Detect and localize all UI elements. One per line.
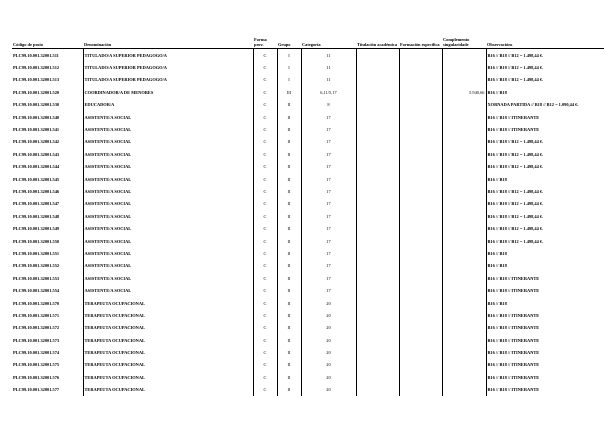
cell-denominacion: ASISTENTE/A SOCIAL: [83, 111, 253, 123]
cell-complemento: [442, 61, 486, 73]
table-row: [12, 74, 604, 86]
cell-categoria: 20: [301, 359, 356, 371]
cell-categoria: 17: [301, 123, 356, 135]
table-row: [12, 284, 604, 296]
cell-categoria: 11: [301, 61, 356, 73]
cell-complemento: [442, 247, 486, 259]
cell-forma: C: [253, 148, 277, 160]
header-complemento: Complemento singularidade: [442, 35, 486, 49]
cell-categoria: 20: [301, 334, 356, 346]
cell-grupo: II: [277, 136, 301, 148]
cell-codigo: PLC99.10.001.32001.552: [13, 263, 60, 269]
cell-forma: C: [253, 222, 277, 234]
cell-formacion: [399, 247, 442, 259]
cell-observacions: B16 // B18: [486, 86, 604, 98]
cell-titulacion: [356, 346, 399, 358]
cell-titulacion: [356, 210, 399, 222]
cell-complemento: [442, 297, 486, 309]
cell-categoria: 17: [301, 272, 356, 284]
cell-denominacion: ASISTENTE/A SOCIAL: [83, 247, 253, 259]
cell-categoria: 6,11/5,17: [301, 86, 356, 98]
table-row: [12, 148, 604, 160]
cell-denominacion: ASISTENTE/A SOCIAL: [83, 173, 253, 185]
header-forma: Forma prov.: [253, 35, 277, 49]
cell-categoria: 17: [301, 260, 356, 272]
cell-categoria: 17: [301, 136, 356, 148]
cell-complemento: [442, 161, 486, 173]
cell-complemento: [442, 235, 486, 247]
cell-denominacion: TITULADO/A SUPERIOR PEDAGOGO/A: [83, 49, 253, 62]
cell-complemento: [442, 99, 486, 111]
cell-titulacion: [356, 284, 399, 296]
cell-categoria: 17: [301, 148, 356, 160]
table-row: [12, 297, 604, 309]
cell-formacion: [399, 371, 442, 383]
cell-formacion: [399, 99, 442, 111]
cell-codigo: PLC99.10.001.32001.544: [13, 164, 60, 170]
cell-denominacion: ASISTENTE/A SOCIAL: [83, 185, 253, 197]
cell-categoria: 20: [301, 384, 356, 396]
cell-forma: C: [253, 173, 277, 185]
cell-complemento: [442, 148, 486, 160]
cell-codigo: PLC99.10.001.32001.549: [13, 226, 60, 232]
cell-observacions: XORNADA PARTIDA // B18 // B12 = 1.090,44 €.: [486, 99, 604, 111]
cell-denominacion: TITULADO/A SUPERIOR PEDAGOGO/A: [83, 74, 253, 86]
table-row: [12, 49, 604, 62]
cell-denominacion: TERAPEUTA OCUPACIONAL: [83, 334, 253, 346]
cell-formacion: [399, 309, 442, 321]
cell-forma: C: [253, 272, 277, 284]
cell-denominacion: TERAPEUTA OCUPACIONAL: [83, 322, 253, 334]
cell-forma: C: [253, 185, 277, 197]
cell-categoria: 20: [301, 309, 356, 321]
cell-formacion: [399, 359, 442, 371]
cell-categoria: 17: [301, 247, 356, 259]
cell-forma: C: [253, 161, 277, 173]
cell-codigo: PLC99.10.001.32001.542: [13, 139, 60, 145]
cell-grupo: II: [277, 371, 301, 383]
cell-forma: C: [253, 322, 277, 334]
cell-observacions: B16 // B18 // ITINERANTE: [486, 346, 604, 358]
cell-observacions: B16 // B18 // ITINERANTE: [486, 371, 604, 383]
cell-denominacion: ASISTENTE/A SOCIAL: [83, 235, 253, 247]
cell-grupo: III: [277, 86, 301, 98]
cell-complemento: [442, 136, 486, 148]
cell-formacion: [399, 210, 442, 222]
table-row: [12, 260, 604, 272]
cell-grupo: II: [277, 359, 301, 371]
cell-denominacion: TERAPEUTA OCUPACIONAL: [83, 309, 253, 321]
cell-codigo: PLC99.10.001.32001.574: [13, 350, 60, 356]
cell-grupo: II: [277, 111, 301, 123]
cell-titulacion: [356, 111, 399, 123]
cell-denominacion: TERAPEUTA OCUPACIONAL: [83, 384, 253, 396]
cell-categoria: 17: [301, 185, 356, 197]
cell-formacion: [399, 148, 442, 160]
table-row: [12, 371, 604, 383]
cell-observacions: B16 // B18 // ITINERANTE: [486, 309, 604, 321]
table-row: [12, 247, 604, 259]
cell-observacions: B16 // B18 // ITINERANTE: [486, 111, 604, 123]
cell-formacion: [399, 346, 442, 358]
cell-grupo: I: [277, 61, 301, 73]
cell-formacion: [399, 260, 442, 272]
cell-complemento: [442, 384, 486, 396]
cell-categoria: 20: [301, 346, 356, 358]
cell-titulacion: [356, 49, 399, 62]
cell-grupo: II: [277, 322, 301, 334]
cell-observacions: B16 // B18 // ITINERANTE: [486, 123, 604, 135]
cell-complemento: [442, 309, 486, 321]
cell-formacion: [399, 235, 442, 247]
cell-denominacion: ASISTENTE/A SOCIAL: [83, 260, 253, 272]
cell-complemento: [442, 284, 486, 296]
cell-categoria: 8: [301, 99, 356, 111]
cell-codigo: PLC99.10.001.32001.520: [13, 89, 60, 95]
cell-titulacion: [356, 123, 399, 135]
cell-titulacion: [356, 161, 399, 173]
table-row: [12, 334, 604, 346]
cell-categoria: 17: [301, 222, 356, 234]
cell-codigo: PLC99.10.001.32001.540: [13, 114, 60, 120]
cell-titulacion: [356, 309, 399, 321]
cell-observacions: B16 // B18 // B12 = 1.498,44 €.: [486, 148, 604, 160]
cell-codigo: PLC99.10.001.32001.543: [13, 151, 60, 157]
cell-titulacion: [356, 260, 399, 272]
cell-grupo: II: [277, 235, 301, 247]
cell-denominacion: ASISTENTE/A SOCIAL: [83, 198, 253, 210]
cell-denominacion: COORDINADOR/A DE MENORES: [83, 86, 253, 98]
cell-codigo: PLC99.10.001.32001.550: [13, 238, 60, 244]
header-codigo: Código de posto: [12, 35, 83, 49]
cell-formacion: [399, 198, 442, 210]
cell-formacion: [399, 272, 442, 284]
cell-codigo: PLC99.10.001.32001.546: [13, 188, 60, 194]
cell-categoria: 11: [301, 49, 356, 62]
cell-observacions: B16 // B18 // B12 = 1.498,44 €.: [486, 198, 604, 210]
cell-denominacion: ASISTENTE/A SOCIAL: [83, 210, 253, 222]
cell-titulacion: [356, 297, 399, 309]
cell-forma: C: [253, 371, 277, 383]
cell-titulacion: [356, 99, 399, 111]
cell-observacions: B16 // B18 // ITINERANTE: [486, 284, 604, 296]
table-row: [12, 210, 604, 222]
cell-forma: C: [253, 247, 277, 259]
cell-forma: C: [253, 123, 277, 135]
cell-titulacion: [356, 222, 399, 234]
cell-categoria: 17: [301, 235, 356, 247]
cell-titulacion: [356, 334, 399, 346]
cell-complemento: [442, 334, 486, 346]
cell-complemento: [442, 74, 486, 86]
cell-grupo: II: [277, 198, 301, 210]
table-row: [12, 198, 604, 210]
cell-complemento: [442, 49, 486, 62]
cell-codigo: PLC99.10.001.32001.511: [13, 52, 59, 58]
cell-forma: C: [253, 61, 277, 73]
cell-forma: C: [253, 384, 277, 396]
cell-formacion: [399, 322, 442, 334]
table-header-row: [12, 35, 604, 49]
table-body: [12, 49, 604, 396]
cell-observacions: B16 // B18 // B12 = 1.498,44 €.: [486, 136, 604, 148]
table-row: [12, 322, 604, 334]
table-row: [12, 99, 604, 111]
cell-categoria: 17: [301, 284, 356, 296]
cell-categoria: 20: [301, 297, 356, 309]
cell-categoria: 17: [301, 111, 356, 123]
cell-forma: C: [253, 334, 277, 346]
cell-grupo: II: [277, 272, 301, 284]
cell-observacions: B16 // B18 // ITINERANTE: [486, 359, 604, 371]
cell-forma: C: [253, 260, 277, 272]
cell-denominacion: ASISTENTE/A SOCIAL: [83, 272, 253, 284]
cell-formacion: [399, 297, 442, 309]
cell-complemento: [442, 260, 486, 272]
cell-formacion: [399, 384, 442, 396]
cell-observacions: B16 // B18: [486, 297, 604, 309]
cell-codigo: PLC99.10.001.32001.541: [13, 127, 60, 133]
cell-observacions: B16 // B18 // ITINERANTE: [486, 384, 604, 396]
table-row: [12, 173, 604, 185]
cell-codigo: PLC99.10.001.32001.573: [13, 337, 60, 343]
cell-forma: C: [253, 74, 277, 86]
cell-forma: C: [253, 309, 277, 321]
cell-grupo: II: [277, 260, 301, 272]
cell-denominacion: EDUCADOR/A: [83, 99, 253, 111]
cell-titulacion: [356, 136, 399, 148]
table-row: [12, 161, 604, 173]
cell-formacion: [399, 136, 442, 148]
table-row: [12, 346, 604, 358]
cell-grupo: II: [277, 247, 301, 259]
header-categoria: Categoría: [301, 35, 356, 49]
cell-categoria: 11: [301, 74, 356, 86]
header-denominacion: Denominación: [83, 35, 253, 49]
cell-forma: C: [253, 210, 277, 222]
table-row: [12, 309, 604, 321]
cell-titulacion: [356, 185, 399, 197]
cell-denominacion: TERAPEUTA OCUPACIONAL: [83, 371, 253, 383]
cell-grupo: II: [277, 148, 301, 160]
cell-codigo: PLC99.10.001.32001.553: [13, 275, 60, 281]
cell-categoria: 17: [301, 210, 356, 222]
table-row: [12, 123, 604, 135]
cell-denominacion: ASISTENTE/A SOCIAL: [83, 284, 253, 296]
cell-complemento: [442, 322, 486, 334]
cell-formacion: [399, 173, 442, 185]
cell-codigo: PLC99.10.001.32001.545: [13, 176, 60, 182]
cell-complemento: [442, 123, 486, 135]
cell-formacion: [399, 111, 442, 123]
cell-complemento: [442, 173, 486, 185]
cell-titulacion: [356, 74, 399, 86]
cell-grupo: II: [277, 309, 301, 321]
cell-grupo: II: [277, 99, 301, 111]
table-row: [12, 384, 604, 396]
cell-observacions: B16 // B18: [486, 260, 604, 272]
cell-codigo: PLC99.10.001.32001.513: [13, 77, 60, 83]
cell-titulacion: [356, 247, 399, 259]
cell-forma: C: [253, 49, 277, 62]
cell-complemento: [442, 272, 486, 284]
cell-codigo: PLC99.10.001.32001.554: [13, 288, 60, 294]
cell-titulacion: [356, 86, 399, 98]
table-row: [12, 185, 604, 197]
table-row: [12, 111, 604, 123]
cell-titulacion: [356, 235, 399, 247]
cell-titulacion: [356, 198, 399, 210]
table-row: [12, 61, 604, 73]
cell-formacion: [399, 161, 442, 173]
cell-titulacion: [356, 173, 399, 185]
cell-grupo: I: [277, 74, 301, 86]
cell-grupo: I: [277, 49, 301, 62]
cell-denominacion: TERAPEUTA OCUPACIONAL: [83, 297, 253, 309]
cell-forma: C: [253, 198, 277, 210]
cell-titulacion: [356, 384, 399, 396]
cell-grupo: II: [277, 346, 301, 358]
cell-denominacion: ASISTENTE/A SOCIAL: [83, 222, 253, 234]
cell-denominacion: TERAPEUTA OCUPACIONAL: [83, 346, 253, 358]
cell-grupo: II: [277, 185, 301, 197]
header-observacions: Observacións: [486, 35, 604, 49]
table-row: [12, 359, 604, 371]
cell-codigo: PLC99.10.001.32001.571: [13, 312, 60, 318]
cell-denominacion: ASISTENTE/A SOCIAL: [83, 148, 253, 160]
cell-categoria: 20: [301, 322, 356, 334]
cell-forma: C: [253, 359, 277, 371]
cell-grupo: II: [277, 384, 301, 396]
cell-forma: C: [253, 297, 277, 309]
cell-forma: C: [253, 346, 277, 358]
header-formacion: Formación específica: [399, 35, 442, 49]
cell-complemento: [442, 222, 486, 234]
cell-forma: C: [253, 235, 277, 247]
cell-grupo: II: [277, 222, 301, 234]
cell-codigo: PLC99.10.001.32001.576: [13, 374, 60, 380]
cell-observacions: B16 // B18 // ITINERANTE: [486, 322, 604, 334]
cell-grupo: II: [277, 284, 301, 296]
cell-denominacion: ASISTENTE/A SOCIAL: [83, 161, 253, 173]
header-titulacion: Titulación académica: [356, 35, 399, 49]
cell-observacions: B16 // B18 // ITINERANTE: [486, 272, 604, 284]
cell-codigo: PLC99.10.001.32001.548: [13, 213, 60, 219]
cell-observacions: B16 // B18 // B12 = 1.498,44 €.: [486, 210, 604, 222]
cell-denominacion: TERAPEUTA OCUPACIONAL: [83, 359, 253, 371]
cell-complemento: 5.940,66: [442, 86, 486, 98]
cell-grupo: II: [277, 210, 301, 222]
cell-complemento: [442, 198, 486, 210]
cell-formacion: [399, 222, 442, 234]
cell-observacions: B16 // B18: [486, 247, 604, 259]
cell-observacions: B16 // B18: [486, 173, 604, 185]
cell-codigo: PLC99.10.001.32001.512: [13, 65, 60, 71]
cell-complemento: [442, 111, 486, 123]
cell-formacion: [399, 284, 442, 296]
cell-denominacion: ASISTENTE/A SOCIAL: [83, 136, 253, 148]
cell-codigo: PLC99.10.001.32001.572: [13, 325, 60, 331]
cell-observacions: B16 // B18 // B12 = 1.498,44 €.: [486, 222, 604, 234]
cell-codigo: PLC99.10.001.32001.547: [13, 201, 60, 207]
cell-codigo: PLC99.10.001.32001.575: [13, 362, 60, 368]
positions-table: [12, 35, 604, 396]
cell-grupo: II: [277, 123, 301, 135]
table-row: [12, 136, 604, 148]
cell-observacions: B16 // B18 // B12 = 1.498,44 €.: [486, 161, 604, 173]
cell-formacion: [399, 185, 442, 197]
cell-forma: C: [253, 99, 277, 111]
cell-formacion: [399, 334, 442, 346]
cell-complemento: [442, 210, 486, 222]
cell-titulacion: [356, 322, 399, 334]
cell-titulacion: [356, 359, 399, 371]
cell-formacion: [399, 74, 442, 86]
cell-observacions: B16 // B18 // B12 = 1.498,44 €.: [486, 185, 604, 197]
cell-codigo: PLC99.10.001.32001.570: [13, 300, 60, 306]
cell-forma: C: [253, 136, 277, 148]
cell-observacions: B16 // B18 // B12 = 1.498,44 €.: [486, 235, 604, 247]
cell-forma: C: [253, 284, 277, 296]
cell-titulacion: [356, 272, 399, 284]
cell-categoria: 17: [301, 161, 356, 173]
cell-complemento: [442, 359, 486, 371]
cell-codigo: PLC99.10.001.32001.530: [13, 102, 60, 108]
cell-categoria: 17: [301, 173, 356, 185]
cell-observacions: B16 // B18 // B12 = 1.498,44 €.: [486, 61, 604, 73]
cell-forma: C: [253, 86, 277, 98]
cell-grupo: II: [277, 297, 301, 309]
cell-complemento: [442, 185, 486, 197]
cell-denominacion: ASISTENTE/A SOCIAL: [83, 123, 253, 135]
cell-observacions: B16 // B18 // B12 = 1.498,44 €.: [486, 74, 604, 86]
cell-grupo: II: [277, 173, 301, 185]
cell-categoria: 20: [301, 371, 356, 383]
cell-forma: C: [253, 111, 277, 123]
cell-grupo: II: [277, 334, 301, 346]
table-row: [12, 222, 604, 234]
cell-formacion: [399, 49, 442, 62]
cell-formacion: [399, 61, 442, 73]
cell-codigo: PLC99.10.001.32001.551: [13, 250, 60, 256]
cell-observacions: B16 // B18 // ITINERANTE: [486, 334, 604, 346]
header-grupo: Grupo: [277, 35, 301, 49]
cell-formacion: [399, 86, 442, 98]
cell-titulacion: [356, 148, 399, 160]
cell-codigo: PLC99.10.001.32001.577: [13, 387, 60, 393]
table-row: [12, 86, 604, 98]
cell-denominacion: TITULADO/A SUPERIOR PEDAGOGO/A: [83, 61, 253, 73]
table-row: [12, 272, 604, 284]
cell-titulacion: [356, 371, 399, 383]
cell-complemento: [442, 346, 486, 358]
table-row: [12, 235, 604, 247]
cell-categoria: 17: [301, 198, 356, 210]
cell-titulacion: [356, 61, 399, 73]
cell-observacions: B16 // B18 // B12 = 1.498,44 €.: [486, 49, 604, 62]
cell-complemento: [442, 371, 486, 383]
cell-formacion: [399, 123, 442, 135]
cell-grupo: II: [277, 161, 301, 173]
